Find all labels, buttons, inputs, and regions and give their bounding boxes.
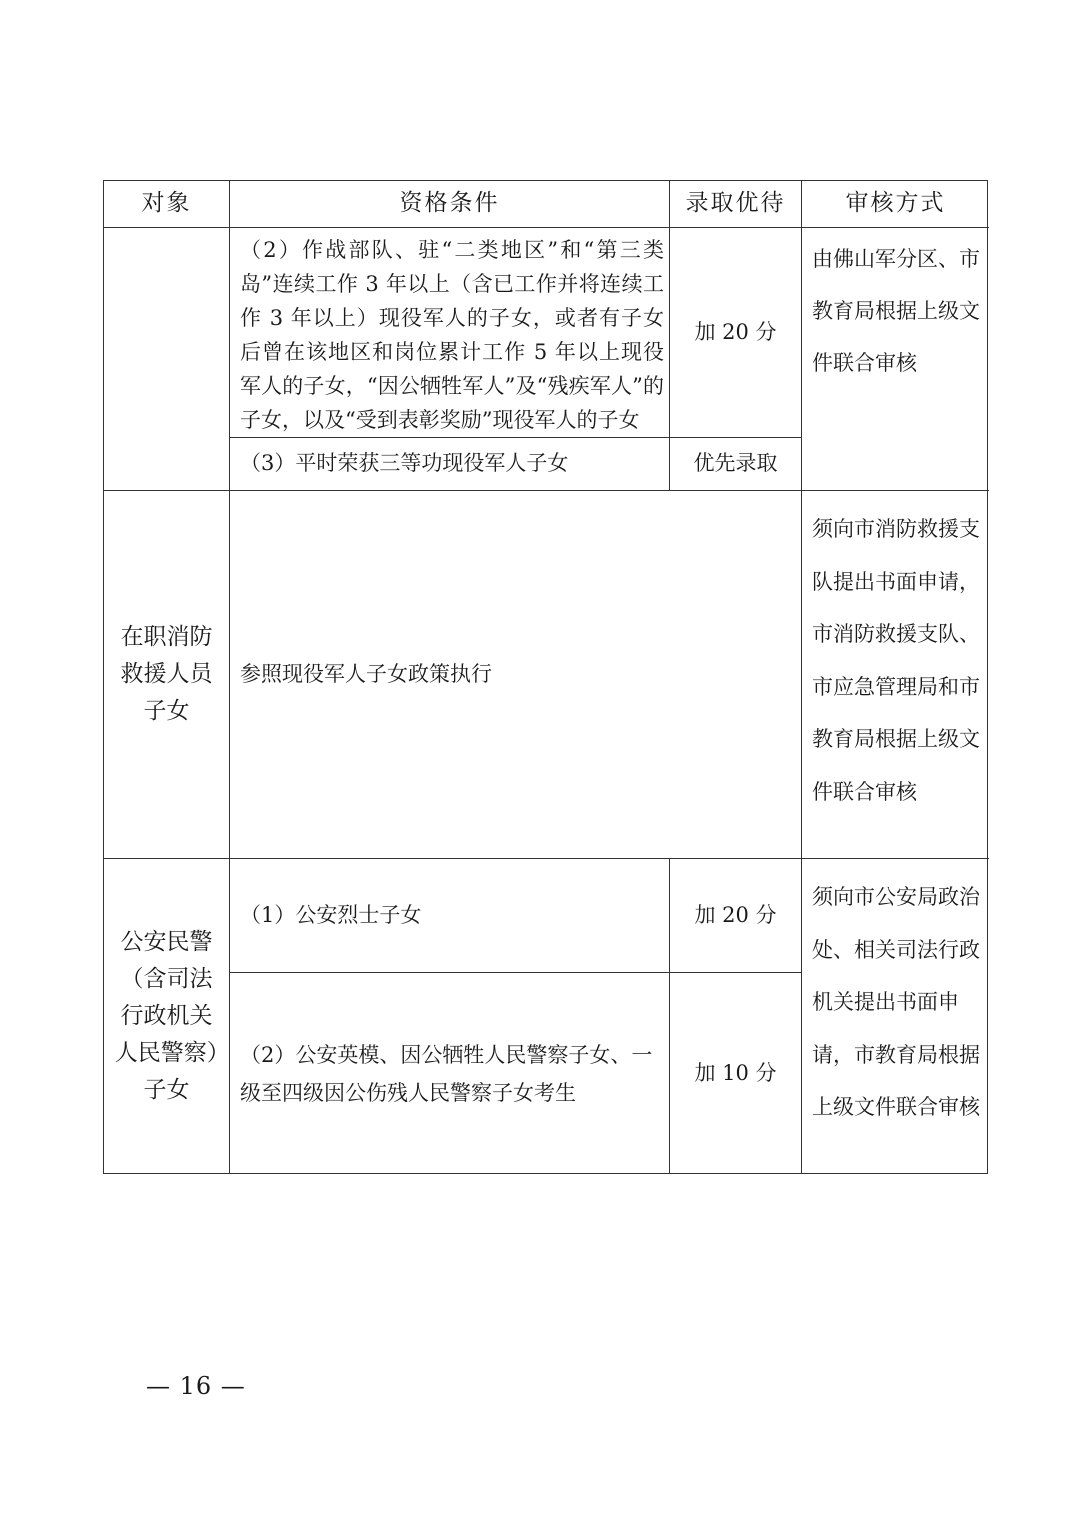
firefighter-review: 须向市消防救援支队提出书面申请，市消防救援支队、市应急管理局和市教育局根据上级文件联合审核: [812, 517, 980, 804]
header-divider: [104, 227, 989, 228]
header-target: 对象: [141, 190, 192, 217]
police-row2-condition: （2）公安英模、因公牺牲人民警察子女、一级至四级因公伤残人民警察子女考生: [240, 1042, 653, 1105]
firefighter-target: 在职消防救援人员子女: [120, 624, 213, 724]
header-conditions: 资格条件: [399, 190, 500, 217]
military-row2-condition: （2）作战部队、驻“二类地区”和“第三类岛”连续工作 3 年以上（含已工作并将连续工作 3 年以上）现役军人的子女，或者有子女后曾在该地区和岗位累计工作 5 年以上现役军人的子女，“因公牺牲军人”及“残疾军人”的子女，以及“受到表彰奖励”现役军人的子女: [240, 238, 664, 432]
military-row2-benefit: 加 20 分: [694, 319, 777, 344]
police-row2-benefit: 加 10 分: [694, 1060, 777, 1085]
page-number: — 16 —: [146, 1372, 246, 1400]
military-review: 由佛山军分区、市教育局根据上级文件联合审核: [812, 247, 980, 375]
police-row1-condition: （1）公安烈士子女: [240, 902, 422, 927]
police-target: 公安民警（含司法行政机关人民警察）子女: [114, 929, 219, 1103]
police-review: 须向市公安局政治处、相关司法行政机关提出书面申请，市教育局根据上级文件联合审核: [812, 885, 980, 1119]
police-row1-benefit: 加 20 分: [694, 902, 777, 927]
policy-table: [103, 180, 988, 1174]
military-row3-condition: （3）平时荣获三等功现役军人子女: [240, 451, 569, 476]
column-divider: [229, 181, 230, 1174]
column-divider: [801, 181, 802, 1174]
firefighter-condition: 参照现役军人子女政策执行: [240, 661, 492, 686]
header-benefit: 录取优待: [685, 190, 786, 217]
military-row3-benefit: 优先录取: [693, 451, 778, 476]
header-review: 审核方式: [845, 190, 946, 217]
